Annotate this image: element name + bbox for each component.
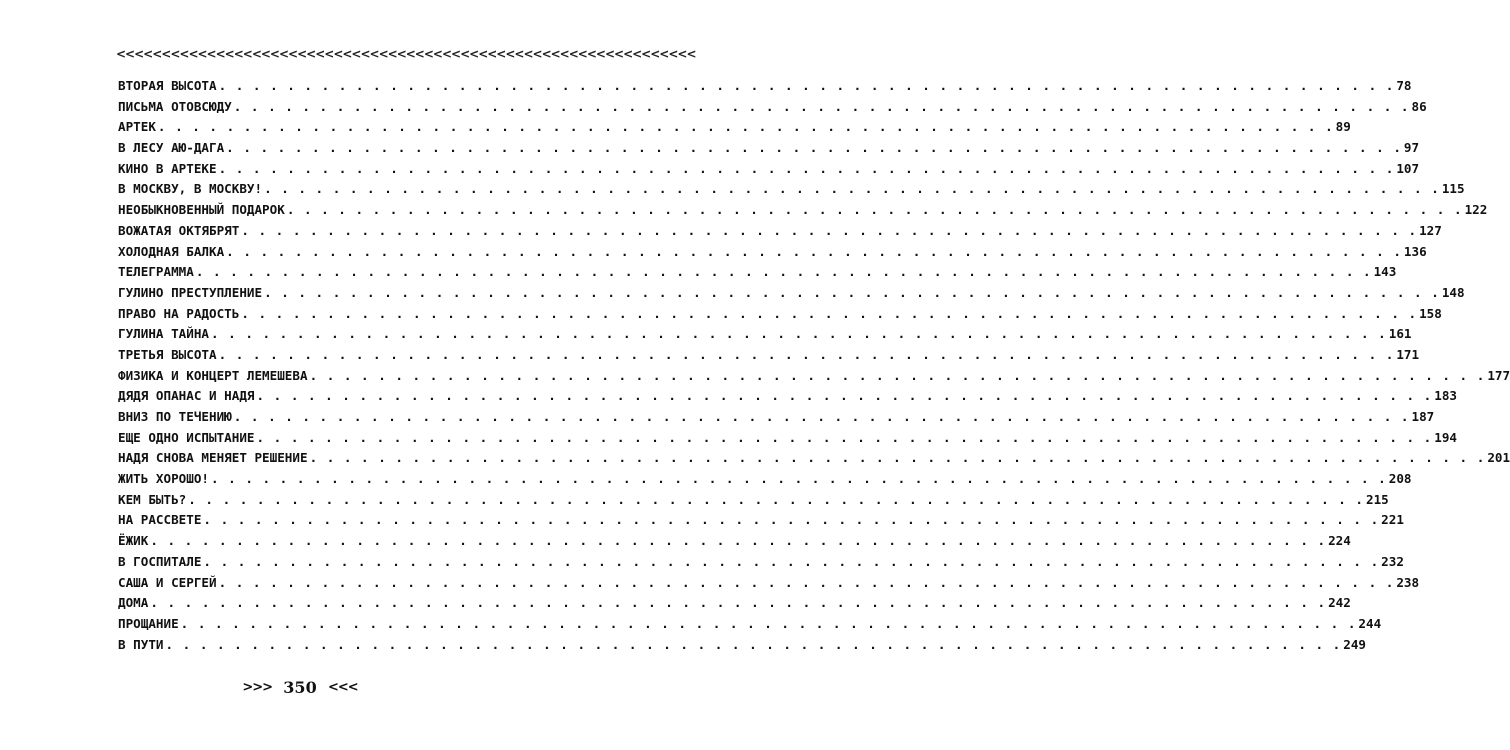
toc-entry-title: НА РАССВЕТЕ	[118, 512, 202, 528]
toc-entry-page-number: 232	[1381, 553, 1404, 569]
toc-entry-title: ПРАВО НА РАДОСТЬ	[118, 305, 240, 321]
toc-entry-title: ДОМА	[118, 595, 149, 611]
toc-leader-dots	[150, 593, 1326, 614]
toc-entry-page-number: 89	[1335, 119, 1351, 135]
toc-entry	[118, 97, 1427, 118]
toc-entry	[118, 138, 1420, 159]
toc-entry	[118, 179, 1465, 200]
toc-leader-dots	[219, 573, 1395, 594]
toc-leader-dots	[158, 117, 1334, 138]
toc-entry-page-number: 201	[1487, 450, 1510, 466]
toc-leader-dots	[226, 138, 1402, 159]
toc-entry-title: В МОСКВУ, В МОСКВУ!	[118, 181, 263, 197]
toc-entry	[118, 221, 1442, 242]
page-number: 350	[283, 678, 317, 697]
toc-leader-dots	[203, 510, 1379, 531]
toc-entry	[118, 345, 1420, 366]
toc-leader-dots	[234, 407, 1410, 428]
toc-entry-page-number: 78	[1396, 78, 1412, 93]
toc-entry	[118, 262, 1397, 283]
toc-entry-page-number: 97	[1403, 140, 1420, 156]
toc-leader-dots	[211, 324, 1387, 345]
toc-leader-dots	[310, 448, 1486, 469]
toc-entry-title: В ЛЕСУ АЮ-ДАГА	[118, 140, 225, 156]
toc-leader-dots	[234, 97, 1410, 118]
toc-entry-title: САША И СЕРГЕЙ	[118, 574, 217, 590]
toc-leader-dots	[219, 345, 1395, 366]
toc-entry	[118, 510, 1404, 531]
page-footer	[0, 677, 600, 698]
toc-leader-dots	[264, 179, 1440, 200]
toc-entry-page-number: 238	[1396, 574, 1420, 590]
toc-entry-title: НЕОБЫКНОВЕННЫЙ ПОДАРОК	[118, 202, 285, 218]
toc-entry	[118, 573, 1420, 594]
table-of-contents	[118, 76, 1510, 655]
toc-entry-title: ХОЛОДНАЯ БАЛКА	[118, 243, 225, 259]
toc-entry-page-number: 143	[1373, 264, 1397, 280]
toc-entry	[118, 635, 1366, 656]
toc-entry-title: АРТЕК	[118, 119, 156, 135]
toc-leader-dots	[196, 262, 1372, 283]
toc-leader-dots	[203, 552, 1379, 573]
toc-entry-title: В ГОСПИТАЛЕ	[118, 553, 202, 569]
toc-entry	[118, 283, 1465, 304]
toc-entry-page-number: 183	[1434, 388, 1457, 404]
toc-leader-dots	[310, 366, 1486, 387]
toc-entry-page-number: 194	[1434, 429, 1457, 445]
toc-entry-page-number: 86	[1411, 98, 1427, 114]
toc-entry-page-number: 107	[1396, 160, 1420, 176]
toc-entry-title: ФИЗИКА И КОНЦЕРТ ЛЕМЕШЕВА	[118, 367, 308, 383]
toc-entry	[118, 76, 1412, 97]
toc-entry	[118, 428, 1457, 449]
toc-entry-title: ЁЖИК	[118, 533, 149, 549]
toc-leader-dots	[241, 304, 1417, 325]
toc-entry	[118, 200, 1488, 221]
toc-entry	[118, 552, 1404, 573]
toc-entry-title: ЖИТЬ ХОРОШО!	[118, 471, 209, 487]
toc-entry-page-number: 148	[1441, 284, 1465, 300]
toc-entry-page-number: 249	[1343, 636, 1366, 652]
toc-entry-title: ГУЛИНА ТАЙНА	[118, 326, 209, 342]
toc-leader-dots	[166, 635, 1342, 656]
toc-leader-dots	[264, 283, 1440, 304]
toc-leader-dots	[211, 469, 1387, 490]
toc-entry-page-number: 158	[1419, 305, 1442, 321]
toc-entry-title: ГУЛИНО ПРЕСТУПЛЕНИЕ	[118, 284, 263, 300]
footer-left-ornament: >>>	[242, 680, 273, 695]
top-ornament-border: <<<<<<<<<<<<<<<<<<<<<<<<<<<<<<<<<<<<<<<<<<<<<<<<<<<<<<<<<<<<<<<<	[116, 47, 696, 61]
toc-entry-page-number: 171	[1396, 346, 1420, 362]
toc-leader-dots	[256, 386, 1432, 407]
toc-entry	[118, 304, 1442, 325]
toc-entry	[118, 531, 1351, 552]
toc-entry-title: ТРЕТЬЯ ВЫСОТА	[118, 346, 217, 362]
toc-entry-page-number: 242	[1328, 595, 1351, 611]
toc-entry-page-number: 161	[1388, 326, 1412, 342]
toc-entry-title: КЕМ БЫТЬ?	[118, 491, 187, 507]
toc-entry-page-number: 221	[1381, 512, 1404, 528]
toc-entry-title: ТЕЛЕГРАММА	[118, 264, 194, 280]
toc-entry-title: ЕЩЕ ОДНО ИСПЫТАНИЕ	[118, 429, 255, 445]
toc-leader-dots	[287, 200, 1463, 221]
toc-entry-page-number: 122	[1464, 202, 1488, 218]
toc-entry	[118, 366, 1510, 387]
toc-entry-title: ДЯДЯ ОПАНАС И НАДЯ	[118, 388, 255, 404]
toc-entry-page-number: 177	[1487, 367, 1510, 383]
toc-leader-dots	[256, 428, 1432, 449]
toc-entry	[118, 159, 1420, 180]
toc-leader-dots	[226, 242, 1402, 263]
toc-leader-dots	[219, 76, 1395, 97]
toc-entry	[118, 490, 1389, 511]
toc-entry	[118, 469, 1412, 490]
toc-entry-page-number: 224	[1328, 533, 1351, 549]
toc-entry-page-number: 127	[1419, 222, 1442, 238]
toc-leader-dots	[150, 531, 1326, 552]
toc-entry-page-number: 215	[1366, 491, 1389, 507]
toc-entry	[118, 117, 1351, 138]
toc-entry-title: НАДЯ СНОВА МЕНЯЕТ РЕШЕНИЕ	[118, 450, 308, 466]
toc-entry-page-number: 115	[1441, 181, 1465, 197]
toc-leader-dots	[188, 490, 1364, 511]
toc-entry-title: ВНИЗ ПО ТЕЧЕНИЮ	[118, 409, 232, 424]
toc-entry	[118, 448, 1510, 469]
toc-entry-title: ПРОЩАНИЕ	[118, 615, 179, 631]
toc-entry-title: В ПУТИ	[118, 636, 164, 652]
toc-entry-title: ВТОРАЯ ВЫСОТА	[118, 78, 217, 93]
toc-entry-title: КИНО В АРТЕКЕ	[118, 160, 217, 176]
toc-leader-dots	[181, 614, 1357, 635]
toc-entry	[118, 324, 1412, 345]
toc-entry-page-number: 136	[1403, 243, 1427, 259]
toc-entry-title: ВОЖАТАЯ ОКТЯБРЯТ	[118, 222, 240, 238]
toc-entry	[118, 593, 1351, 614]
toc-entry	[118, 614, 1382, 635]
toc-leader-dots	[241, 221, 1417, 242]
toc-leader-dots	[219, 159, 1395, 180]
footer-right-ornament: <<<	[327, 680, 358, 695]
toc-entry	[118, 386, 1457, 407]
toc-entry	[118, 242, 1427, 263]
toc-entry-title: ПИСЬМА ОТОВСЮДУ	[118, 98, 232, 114]
toc-entry-page-number: 244	[1358, 615, 1382, 631]
toc-entry-page-number: 187	[1411, 409, 1435, 424]
toc-entry-page-number: 208	[1388, 471, 1412, 487]
toc-entry	[118, 407, 1435, 428]
